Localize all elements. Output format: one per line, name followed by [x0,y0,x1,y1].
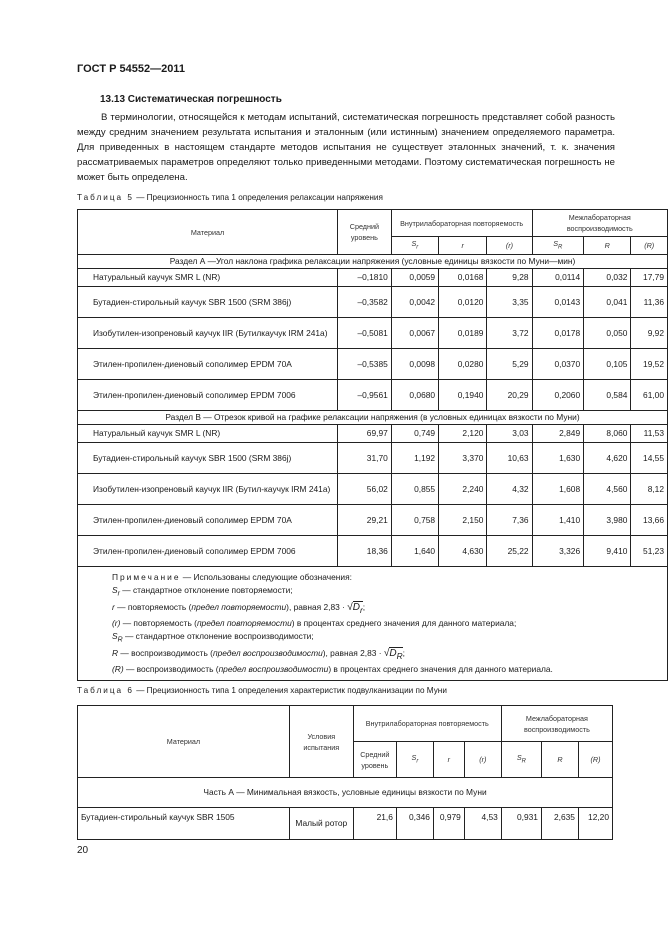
table-row: Этилен-пропилен-диеновый сополимер EPDM 70A 29,21 0,758 2,150 7,36 1,410 3,980 13,66 [78,505,668,536]
table-row: Изобутилен-изопреновый каучук IIR (Бутил-каучук IRM 241a) 56,02 0,855 2,240 4,32 1,608 4,560 8,12 [78,474,668,505]
table-row: Бутадиен-стирольный каучук SBR 1505 Малый ротор 21,6 0,346 0,979 4,53 0,931 2,635 12,20 [78,808,613,840]
table5-header-material: Материал [78,210,338,255]
table5-header-within: Внутрилабораторная повторяемость [391,210,532,237]
table5 [77,209,668,681]
table-row: Изобутилен-изопреновый каучук IIR (Бутилкаучук IRM 241a) –0,5081 0,0067 0,0189 3,72 0,0178 0,050 9,92 [78,318,668,349]
table6-header-level: Средний уровень [353,742,396,778]
section-title: 13.13 Систематическая погрешность [100,94,282,105]
sqrt-dR-symbol: $√D_R$ [383,647,403,661]
table5-header-sr: $S_r$ [391,237,438,255]
table6-header-between: Межлабораторная воспроизводимость [501,706,612,742]
table6-header-r: r [433,742,464,778]
table5-section-a: Раздел А —Угол наклона графика релаксации напряжения (условные единицы вязкости по Муни—мин) [78,255,668,269]
note-label: Примечание [112,572,181,583]
table5-header-r: r [439,237,487,255]
table5-header-rp: (r) [487,237,532,255]
table5-header-Rp: (R) [631,237,668,255]
table6-header-sr: $S_r$ [396,742,433,778]
document-header: ГОСТ Р 54552—2011 [77,63,185,75]
table5-caption-text: — Прецизионность типа 1 определения релаксации напряжения [133,193,383,202]
table-row: Этилен-пропилен-диеновый сополимер EPDM 70A –0,5385 0,0098 0,0280 5,29 0,0370 0,105 19,52 [78,349,668,380]
table6-caption-text: — Прецизионность типа 1 определения характеристик подвулканизации по Муни [133,686,447,695]
table6 [77,705,613,840]
table6-header-conditions: Условия испытания [289,706,353,778]
table5-header-level: Средний уровень [338,210,392,255]
table6-header-R: R [541,742,578,778]
table6-part-a: Часть А — Минимальная вязкость, условные единицы вязкости по Муни [78,778,613,808]
table5-caption [77,193,383,202]
table5-note: Примечание — Использованы следующие обозначения: $S_r$ — стандартное отклонение повторяемости; r — повторяемость (предел повторяемости), равная $2,83 \cdot √D_r$; (r) — повторяемость (предел повторяемости) в процентах среднего значения для данного материала; $S_R$ — стандартное отклонение воспроизводимости; R — воспроизводимость (предел воспроизводимости), равная $2,83 \cdot √D_R$; (R) — воспроизводимость (предел воспроизводимости) в процентах среднего значения для данного материала. [78,567,668,680]
table6-caption-label: Таблица 6 [77,686,134,695]
table-row: Этилен-пропилен-диеновый сополимер EPDM 7006 18,36 1,640 4,630 25,22 3,326 9,410 51,23 [78,536,668,567]
body-paragraph: В терминологии, относящейся к методам испытаний, систематическая погрешность представляет собой разность между средним значением результата испытания и эталонным (или истинным) значением определяемого параметра. Для приведенных в настоящем стандарте методов испытания не существует эталонных значений, т. к. значения рассматриваемых параметров определяют только приведенными методами. Поэтому систематическая погрешность не может быть определена. [77,112,615,183]
table6-header-Rp: (R) [578,742,612,778]
table6-header-sR: $S_R$ [501,742,541,778]
sqrt-dr-symbol: $√D_r$ [347,602,363,616]
table5-section-b: Раздел В — Отрезок кривой на графике релаксации напряжения (в условных единицах вязкости по Муни) [78,411,668,425]
table5-header-sR: $S_R$ [532,237,584,255]
page-number: 20 [77,845,89,856]
table-row: Натуральный каучук SMR L (NR) 69,97 0,749 2,120 3,03 2,849 8,060 11,53 [78,425,668,443]
table5-header-between: Межлабораторная воспроизводимость [532,210,667,237]
table-row: Этилен-пропилен-диеновый сополимер EPDM 7006 –0,9561 0,0680 0,1940 20,29 0,2060 0,584 61,00 [78,380,668,411]
table6-header-rp: (r) [464,742,501,778]
table5-header-R: R [584,237,631,255]
table6-caption [77,686,447,695]
table-row: Бутадиен-стирольный каучук SBR 1500 (SRM 386j) –0,3582 0,0042 0,0120 3,35 0,0143 0,041 11,36 [78,287,668,318]
table-row: Натуральный каучук SMR L (NR) –0,1810 0,0059 0,0168 9,28 0,0114 0,032 17,79 [78,269,668,287]
table5-caption-label: Таблица 5 [77,193,134,202]
table6-header-within: Внутрилабораторная повторяемость [353,706,501,742]
table6-header-material: Материал [78,706,290,778]
table-row: Бутадиен-стирольный каучук SBR 1500 (SRM 386j) 31,70 1,192 3,370 10,63 1,630 4,620 14,55 [78,443,668,474]
